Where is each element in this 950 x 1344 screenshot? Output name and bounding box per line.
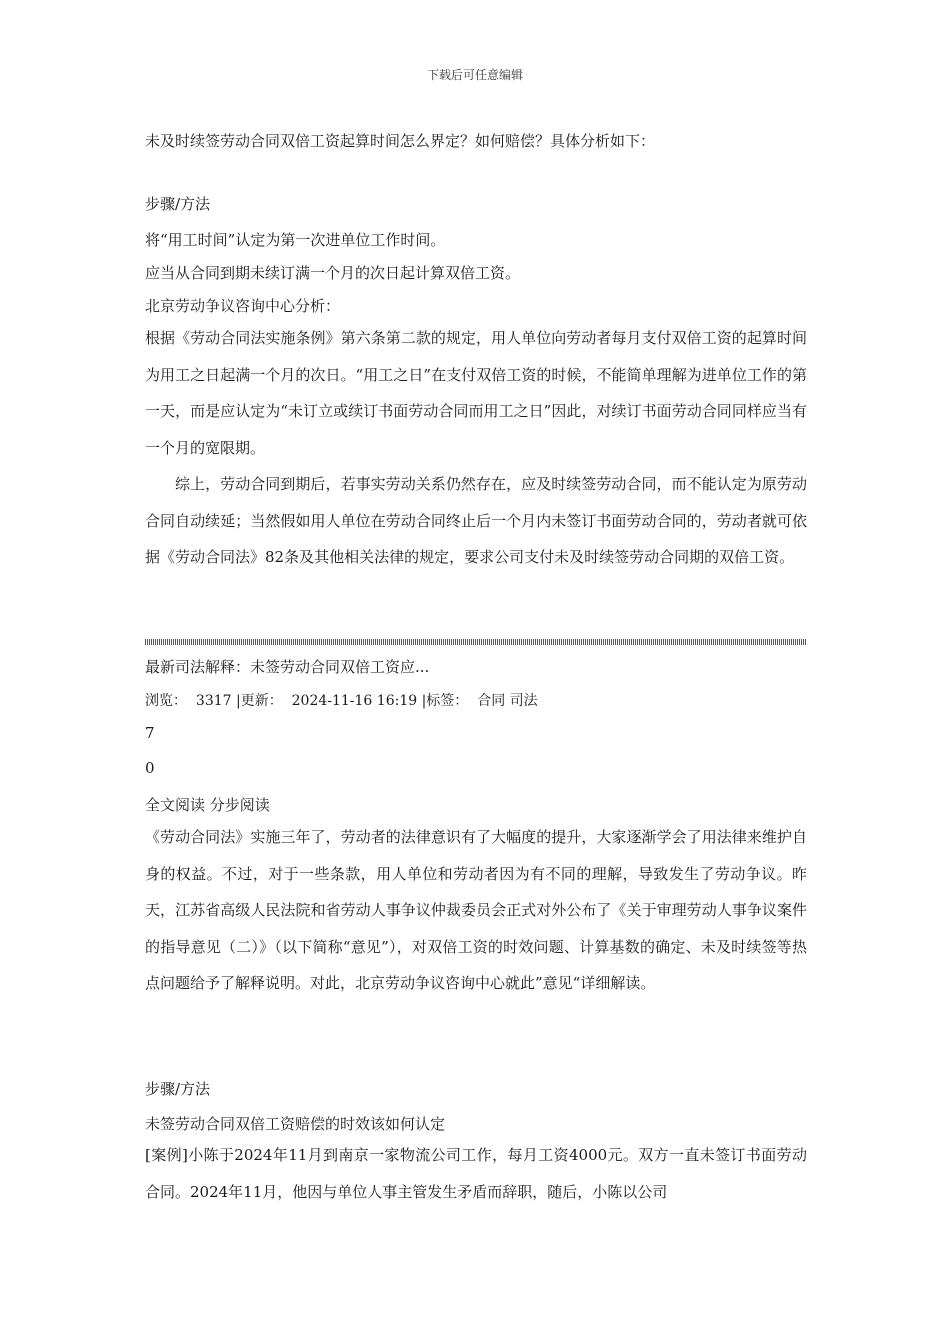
tags-label: |标签： — [421, 693, 469, 709]
updated-date: 2024-11-16 16:19 — [291, 693, 418, 709]
steps-heading-2: 步骤/方法 — [145, 1080, 211, 1098]
steps-heading: 步骤/方法 — [145, 195, 211, 213]
article-title: 最新司法解释：未签劳动合同双倍工资应... — [145, 658, 430, 676]
vote-count-2: 0 — [145, 759, 155, 777]
step-1: 将“用工时间”认定为第一次进单位工作时间。 — [145, 231, 446, 249]
page-header-note: 下载后可任意编辑 — [426, 68, 523, 82]
section-divider — [145, 639, 807, 645]
analysis-title: 北京劳动争议咨询中心分析： — [145, 297, 341, 315]
article-body: 《劳动合同法》实施三年了，劳动者的法律意识有了大幅度的提升，大家逐渐学会了用法律来维护自身的权益。不过，对于一些条款，用人单位和劳动者因为有不同的理解，导致发生了劳动争议。昨天，江苏省高级人民法院和省劳动人事争议仲裁委员会正式对外公布了《关于审理劳动人事争议案件的指导意见（二）》（以下简称“意见”），对双倍工资的时效问题、计算基数的确定、未及时续签等热点问题给予了解释说明。对此，北京劳动争议咨询中心就此”意见“详细解读。 — [145, 828, 807, 992]
article-meta — [145, 690, 538, 710]
conclusion-paragraph: 综上，劳动合同到期后，若事实劳动关系仍然存在，应及时续签劳动合同，而不能认定为原劳动合同自动续延；当然假如用人单位在劳动合同终止后一个月内未签订书面劳动合同的，劳动者就可依据《劳动合同法》82条及其他相关法律的规定，要求公司支付未及时续签劳动合同期的双倍工资。 — [145, 475, 807, 566]
tags: 合同 司法 — [477, 693, 538, 709]
sub-title: 未签劳动合同双倍工资赔偿的时效该如何认定 — [145, 1115, 446, 1133]
case-paragraph: [案例]小陈于2024年11月到南京一家物流公司工作，每月工资4000元。双方一直未签订书面劳动合同。2024年11月，他因与单位人事主管发生矛盾而辞职，随后，小陈以公司 — [145, 1146, 807, 1201]
read-mode-links[interactable]: 全文阅读 分步阅读 — [145, 796, 270, 814]
step-2: 应当从合同到期未续订满一个月的次日起计算双倍工资。 — [145, 264, 521, 282]
views-label: 浏览： — [145, 693, 187, 709]
analysis-paragraph: 根据《劳动合同法实施条例》第六条第二款的规定，用人单位向劳动者每月支付双倍工资的起算时间为用工之日起满一个月的次日。“用工之日”在支付双倍工资的时候，不能简单理解为进单位工作的第一天，而是应认定为“未订立或续订书面劳动合同而用工之日”因此，对续订书面劳动合同同样应当有一个月的宽限期。 — [145, 329, 807, 457]
vote-count-1: 7 — [145, 724, 155, 742]
views-count: 3317 — [195, 693, 232, 709]
intro-paragraph: 未及时续签劳动合同双倍工资起算时间怎么界定？如何赔偿？具体分析如下： — [145, 132, 656, 150]
updated-label: |更新： — [236, 693, 283, 709]
